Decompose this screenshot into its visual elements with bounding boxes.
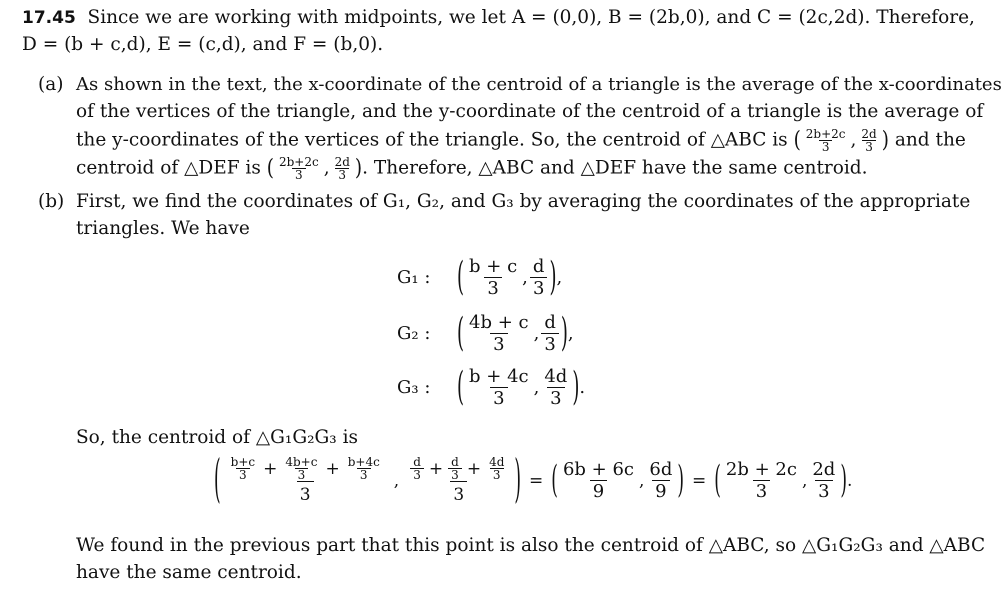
centroid-equation: ( $\frac{b+c}{3}$ + $\frac{4b+c}{3}$ + $\frac{b+4c}{3}$ 3 , $\frac{d}{3}$ + $\frac{d}{3}$ + $\frac{4d}{3}$ 3 ) = ( $\frac{6b + 6c}{9}$ , $\frac{6d}{9}$ ) = ( $\frac{2b + 2c}{3}$ , $\frac{2d}{3}$ ) . bbox=[214, 450, 853, 511]
part-a-line-1: As shown in the text, the x-coordinate of the centroid of a triangle is the average of the x-coordinates bbox=[76, 74, 1002, 95]
part-a-line-4-post: . Therefore, △ABC and △DEF have the same centroid. bbox=[362, 157, 868, 179]
g2-row: G₂ : ( $\frac{4b + c}{3}$ , $\frac{d}{3}$ ) , bbox=[397, 310, 574, 357]
g3-row: G₃ : ( $\frac{b + 4c}{3}$ , $\frac{4d}{3}$ ) . bbox=[397, 364, 586, 411]
big-y-fraction: $\frac{d}{3}$ + $\frac{d}{3}$ + $\frac{4d}{3}$ 3 bbox=[405, 456, 512, 505]
problem-number: 17.45 bbox=[22, 8, 76, 28]
part-a-line-2: of the vertices of the triangle, and the y-coordinate of the centroid of a triangle is the average of bbox=[76, 101, 984, 122]
mid-y-fraction: $\frac{6d}{9}$ bbox=[649, 459, 673, 502]
part-a-line-4-pre: centroid of △DEF is bbox=[76, 157, 261, 179]
mid-x-fraction: $\frac{6b + 6c}{9}$ bbox=[562, 459, 634, 502]
part-b-line-2: triangles. We have bbox=[76, 218, 250, 239]
part-b-line-1: First, we find the coordinates of G₁, G₂, and G₃ by averaging the coordinates of the appropriate bbox=[76, 191, 971, 212]
g3-label: G₃ : bbox=[397, 377, 431, 398]
problem-intro-text-1: Since we are working with midpoints, we let A = (0,0), B = (2b,0), and C = (2c,2d). Therefore, bbox=[87, 7, 975, 28]
final-x-fraction: $\frac{2b + 2c}{3}$ bbox=[725, 459, 797, 502]
part-b-label: (b) bbox=[38, 191, 65, 212]
part-a-line-3: the y-coordinates of the vertices of the triangle. So, the centroid of △ABC is ( $\frac{2b+2c}{3}$ , $\frac{2d}{3}$ ) and the bbox=[76, 127, 966, 154]
part-a-line-3-pre: the y-coordinates of the vertices of the triangle. So, the centroid of △ABC is bbox=[76, 129, 788, 151]
part-a-label: (a) bbox=[38, 74, 64, 95]
final-y-fraction: $\frac{2d}{3}$ bbox=[812, 459, 836, 502]
centroid-def-y: $\frac{2d}{3}$ bbox=[334, 155, 350, 182]
big-x-fraction: $\frac{b+c}{3}$ + $\frac{4b+c}{3}$ + $\frac{b+4c}{3}$ 3 bbox=[230, 455, 380, 505]
centroid-abc-x: $\frac{2b+2c}{3}$ bbox=[805, 127, 846, 154]
g2-label: G₂ : bbox=[397, 323, 431, 344]
part-a-line-3-post: and the bbox=[894, 129, 966, 151]
centroid-intro: So, the centroid of △G₁G₂G₃ is bbox=[76, 427, 358, 448]
centroid-abc-y: $\frac{2d}{3}$ bbox=[861, 127, 877, 154]
problem-intro-line-1 bbox=[22, 7, 975, 29]
g1-row: G₁ : ( $\frac{b + c}{3}$ , $\frac{d}{3}$ ) , bbox=[397, 254, 563, 301]
part-a-line-4: centroid of △DEF is ( $\frac{2b+2c}{3}$ , $\frac{2d}{3}$ ). Therefore, △ABC and △DEF have the same centroid. bbox=[76, 155, 868, 182]
g1-label: G₁ : bbox=[397, 267, 431, 288]
centroid-def-x: $\frac{2b+2c}{3}$ bbox=[278, 155, 319, 182]
problem-intro-line-2: D = (b + c,d), E = (c,d), and F = (b,0). bbox=[22, 34, 384, 55]
conclusion-line-2: have the same centroid. bbox=[76, 562, 302, 583]
conclusion-line-1: We found in the previous part that this point is also the centroid of △ABC, so △G₁G₂G₃ and △ABC bbox=[76, 535, 986, 556]
